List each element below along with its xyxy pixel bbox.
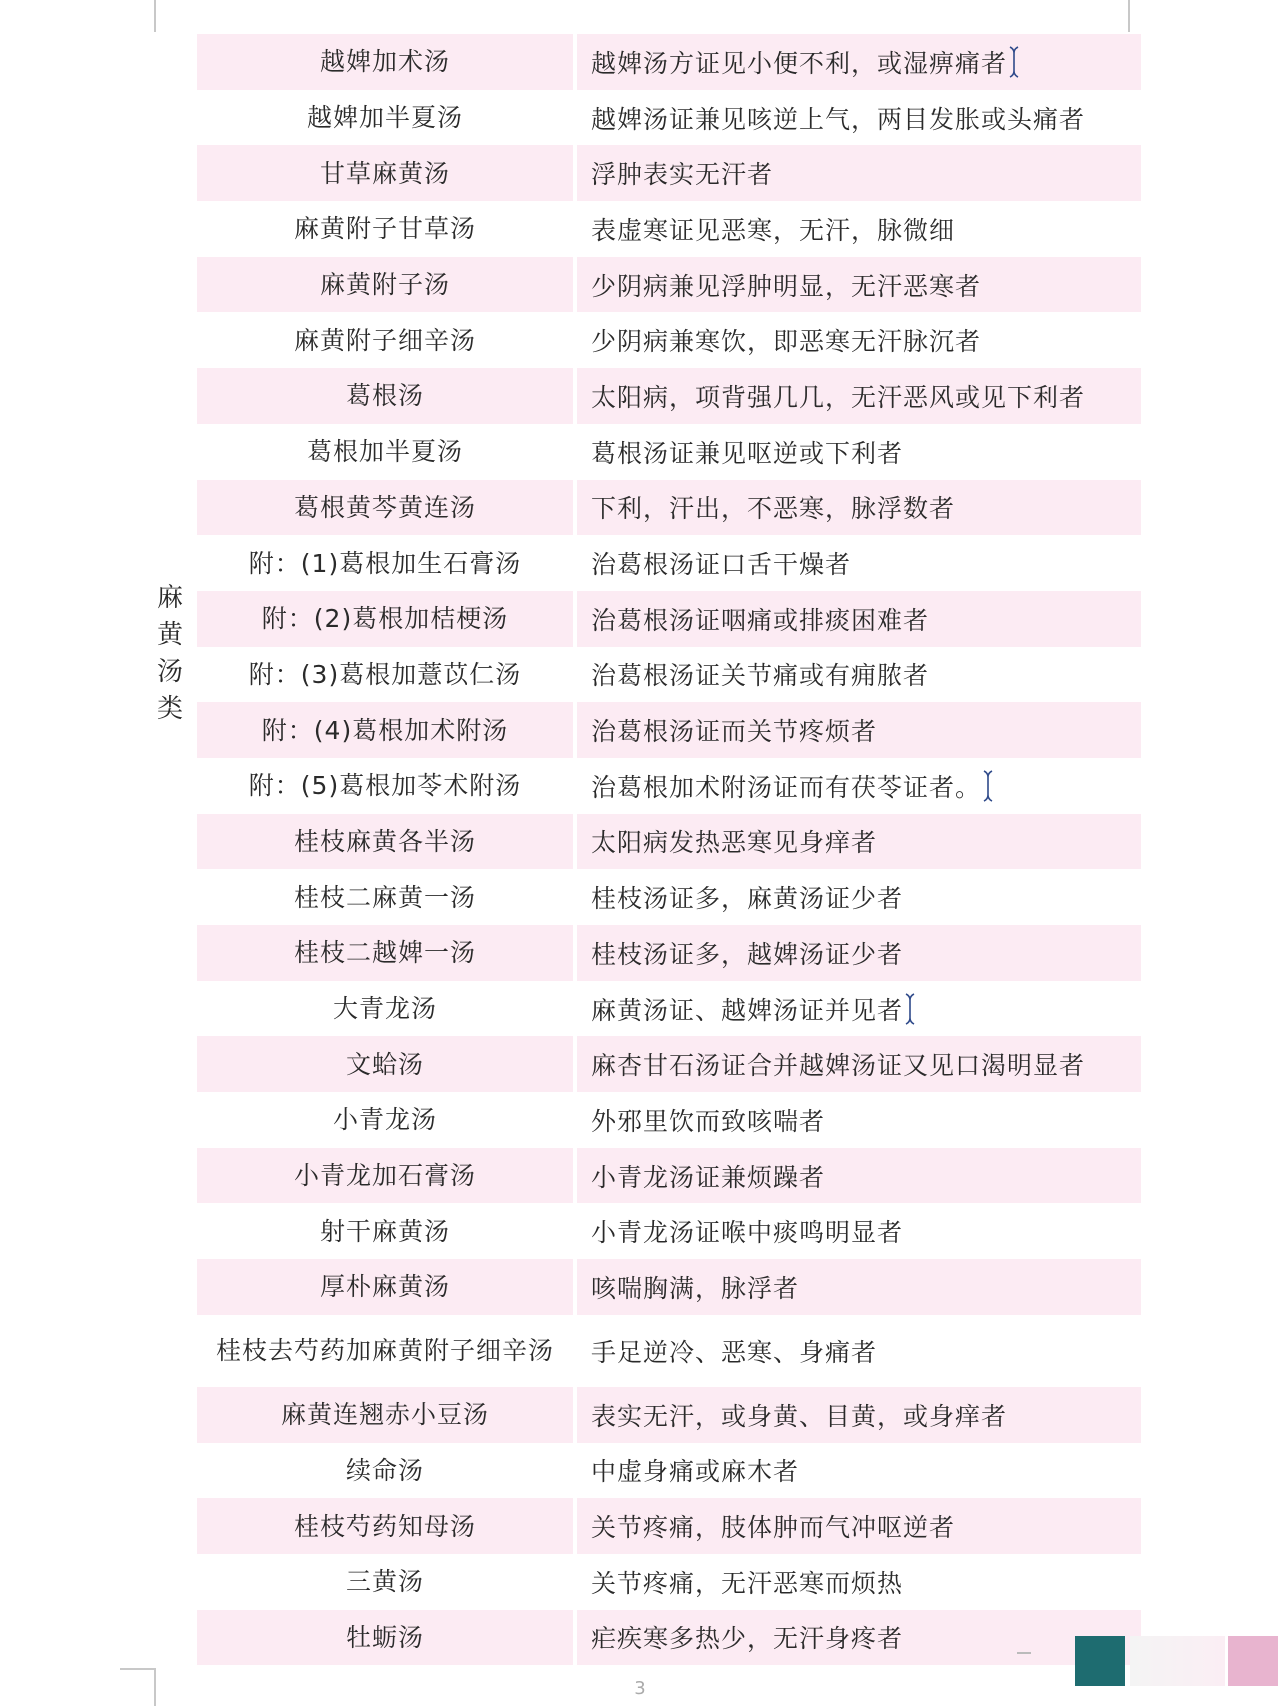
table-row [197,424,1141,480]
formula-indication: 表实无汗，或身黄、目黄，或身痒者 [591,1401,1008,1431]
formula-indication-cell [577,201,1141,257]
formula-indication-cell [577,424,1141,480]
formula-indication-cell [577,702,1141,758]
formula-name: 桂枝二越婢一汤 [293,938,476,968]
formula-indication-cell [577,535,1141,591]
formula-name: 附：(2)葛根加桔梗汤 [261,604,509,634]
page-number: 3 [634,1678,646,1699]
formula-indication-cell [577,480,1141,536]
formula-indication: 桂枝汤证多，麻黄汤证少者 [591,884,904,914]
formula-indication: 咳喘胸满，脉浮者 [591,1273,800,1303]
text-cursor-icon [983,769,993,803]
formula-indication: 外邪里饮而致咳喘者 [591,1106,826,1136]
table-row [197,925,1141,981]
formula-indication: 麻杏甘石汤证合并越婢汤证又见口渴明显者 [591,1051,1086,1081]
formula-name-cell [197,925,573,981]
formula-name-cell [197,480,573,536]
formula-indication-cell [577,981,1141,1037]
formula-name-cell [197,535,573,591]
formula-name: 附：(1)葛根加生石膏汤 [248,548,522,578]
formula-indication: 少阴病兼寒饮，即恶寒无汗脉沉者 [591,327,982,357]
formula-name: 文蛤汤 [345,1049,424,1079]
formula-indication-cell [577,814,1141,870]
text-cursor-icon [1009,45,1019,79]
formula-name-cell [197,1203,573,1259]
formula-name-cell [197,869,573,925]
formula-name: 麻黄连翘赤小豆汤 [280,1400,489,1430]
table-row [197,758,1141,814]
formula-indication: 治葛根加术附汤证而有茯苓证者。 [591,772,982,802]
formula-indication-cell [577,925,1141,981]
crop-mark-top-left [154,0,156,32]
formula-name-cell [197,814,573,870]
formula-name-cell [197,1610,573,1666]
formula-name: 三黄汤 [345,1567,424,1597]
table-row [197,145,1141,201]
formula-indication-cell [577,1387,1141,1443]
formula-name: 附：(4)葛根加术附汤 [261,715,509,745]
formula-name: 射干麻黄汤 [319,1216,450,1246]
formula-name-cell [197,424,573,480]
table-row [197,1610,1141,1666]
formula-indication-cell [577,1554,1141,1610]
formula-name: 越婢加半夏汤 [306,103,463,133]
formula-indication-cell [577,869,1141,925]
formula-indication-cell [577,368,1141,424]
formula-indication-cell [577,591,1141,647]
formula-name: 葛根黄芩黄连汤 [293,492,476,522]
formula-name: 麻黄附子汤 [319,270,450,300]
table-row [197,591,1141,647]
formula-name-cell [197,1036,573,1092]
formula-name: 厚朴麻黄汤 [319,1272,450,1302]
formula-indication-cell [577,1203,1141,1259]
table-row [197,1315,1141,1387]
formula-indication: 太阳病，项背强几几，无汗恶风或见下利者 [591,382,1086,412]
formula-indication: 治葛根汤证关节痛或有痈脓者 [591,661,930,691]
table-row [197,535,1141,591]
formula-indication-cell [577,257,1141,313]
formula-indication: 治葛根汤证咽痛或排痰困难者 [591,605,930,635]
formula-name-cell [197,34,573,90]
formula-name: 桂枝麻黄各半汤 [293,826,476,856]
formula-indication-cell [577,90,1141,146]
formula-indication-cell [577,1148,1141,1204]
formula-indication-cell [577,145,1141,201]
table-row [197,34,1141,90]
formula-indication-cell [577,1036,1141,1092]
table-row [197,647,1141,703]
formula-indication: 治葛根汤证而关节疼烦者 [591,717,878,747]
formula-indication: 葛根汤证兼见呕逆或下利者 [591,438,904,468]
table-row [197,814,1141,870]
formula-name: 桂枝二麻黄一汤 [293,882,476,912]
formula-indication: 麻黄汤证、越婢汤证并见者 [591,995,904,1025]
formula-indication: 桂枝汤证多，越婢汤证少者 [591,939,904,969]
formula-name-cell [197,257,573,313]
formula-name: 附：(5)葛根加苓术附汤 [248,771,522,801]
formula-name-cell [197,90,573,146]
group-label-char: 黄 [156,620,183,650]
crop-mark-top-right [1128,0,1130,32]
formula-indication: 中虚身痛或麻木者 [591,1457,800,1487]
formula-indication-cell [577,1443,1141,1499]
formula-name-cell [197,758,573,814]
group-label-char: 汤 [156,657,183,687]
table-row [197,1148,1141,1204]
formula-indication-cell [577,647,1141,703]
table-row [197,1259,1141,1315]
formula-name: 牡蛎汤 [345,1622,424,1652]
table-row [197,257,1141,313]
table-row [197,90,1141,146]
faded-color-block [1130,1636,1225,1686]
formula-name: 大青龙汤 [332,994,437,1024]
table-row [197,368,1141,424]
formula-name-cell [197,368,573,424]
formula-name-cell [197,145,573,201]
formula-name-cell [197,1387,573,1443]
formula-indication: 越婢汤方证见小便不利，或湿痹痛者 [591,48,1008,78]
formula-name-cell [197,1498,573,1554]
formula-name-cell [197,981,573,1037]
formula-indication: 关节疼痛，肢体肿而气冲呕逆者 [591,1513,956,1543]
formula-name: 续命汤 [345,1455,424,1485]
group-label-char: 类 [156,694,183,724]
formula-table [197,34,1141,1665]
formula-name: 甘草麻黄汤 [319,158,450,188]
group-label-char: 麻 [156,583,183,613]
formula-name: 葛根加半夏汤 [306,437,463,467]
pink-color-block [1228,1636,1278,1686]
formula-indication: 治葛根汤证口舌干燥者 [591,550,852,580]
formula-name-cell [197,1443,573,1499]
table-row [197,1203,1141,1259]
crop-mark-bottom-left-horizontal [120,1668,156,1670]
formula-indication: 越婢汤证兼见咳逆上气，两目发胀或头痛者 [591,104,1086,134]
table-row [197,1443,1141,1499]
formula-indication-cell [577,1259,1141,1315]
dash-mark [1017,1652,1031,1654]
formula-name: 桂枝去芍药加麻黄附子细辛汤 [215,1336,554,1366]
formula-indication-cell [577,1498,1141,1554]
table-row [197,1092,1141,1148]
formula-name-cell [197,1148,573,1204]
formula-indication: 下利，汗出，不恶寒，脉浮数者 [591,494,956,524]
formula-name: 越婢加术汤 [319,47,450,77]
formula-name: 葛根汤 [345,381,424,411]
table-row [197,480,1141,536]
formula-name-cell [197,312,573,368]
formula-name: 麻黄附子细辛汤 [293,325,476,355]
formula-indication: 浮肿表实无汗者 [591,160,774,190]
teal-color-block [1075,1636,1125,1686]
formula-name-cell [197,1092,573,1148]
formula-name-cell [197,201,573,257]
crop-mark-bottom-left-vertical [154,1668,156,1706]
table-row [197,1554,1141,1610]
formula-indication: 表虚寒证见恶寒，无汗，脉微细 [591,215,956,245]
text-cursor-icon [905,992,915,1026]
formula-name-cell [197,1259,573,1315]
table-row [197,1036,1141,1092]
formula-indication: 少阴病兼见浮肿明显，无汗恶寒者 [591,271,982,301]
formula-name-cell [197,1315,573,1387]
formula-name-cell [197,1554,573,1610]
group-label-mahuang-category [152,580,188,728]
table-row [197,1498,1141,1554]
table-row [197,702,1141,758]
formula-indication: 小青龙汤证兼烦躁者 [591,1162,826,1192]
formula-indication-cell [577,1610,1141,1666]
formula-name: 桂枝芍药知母汤 [293,1511,476,1541]
formula-name-cell [197,702,573,758]
table-row [197,869,1141,925]
formula-name-cell [197,591,573,647]
table-row [197,981,1141,1037]
formula-name: 麻黄附子甘草汤 [293,214,476,244]
table-row [197,312,1141,368]
formula-indication: 手足逆冷、恶寒、身痛者 [591,1337,878,1367]
formula-indication-cell [577,758,1141,814]
table-row [197,201,1141,257]
formula-indication: 疟疾寒多热少，无汗身疼者 [591,1624,904,1654]
formula-indication-cell [577,312,1141,368]
formula-name: 附：(3)葛根加薏苡仁汤 [248,659,522,689]
formula-indication-cell [577,1315,1141,1387]
formula-indication-cell [577,34,1141,90]
formula-name: 小青龙加石膏汤 [293,1161,476,1191]
formula-name-cell [197,647,573,703]
formula-name: 小青龙汤 [332,1105,437,1135]
formula-indication: 小青龙汤证喉中痰鸣明显者 [591,1218,904,1248]
formula-indication: 关节疼痛，无汗恶寒而烦热 [591,1568,904,1598]
table-row [197,1387,1141,1443]
formula-indication: 太阳病发热恶寒见身痒者 [591,828,878,858]
formula-indication-cell [577,1092,1141,1148]
